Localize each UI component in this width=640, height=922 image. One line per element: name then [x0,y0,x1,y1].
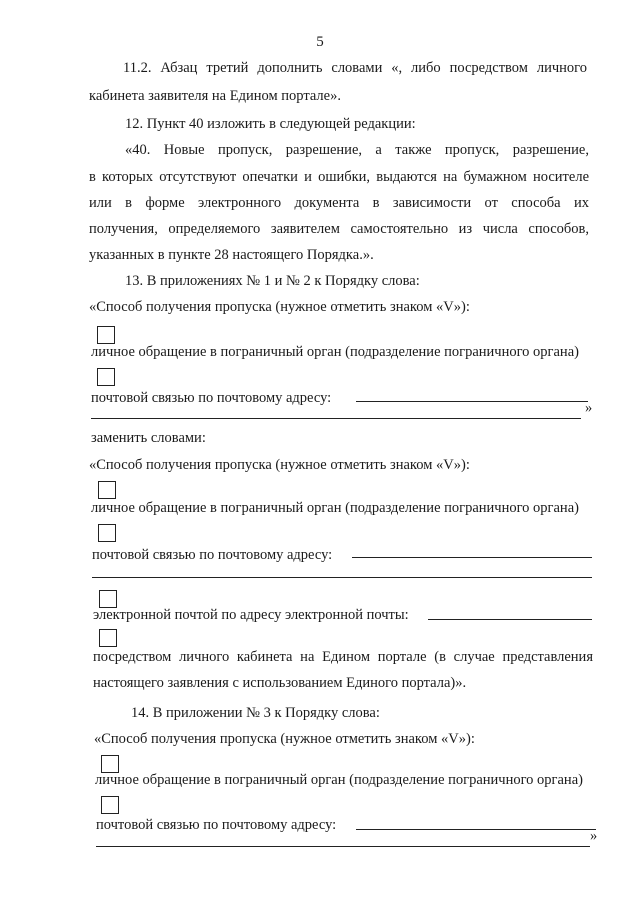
option-portal-line-1: посредством личного кабинета на Едином портале (в случае представления [93,649,593,665]
paragraph-12-line-2: «40. Новые пропуск, разрешение, а также пропуск, разрешение, [125,142,589,158]
paragraph-12-line-6: указанных в пункте 28 настоящего Порядка.». [89,247,374,263]
email-line[interactable] [428,619,592,620]
address-line-1a[interactable] [356,401,588,402]
checkbox-portal[interactable] [99,629,117,647]
address-line-2b[interactable] [92,577,592,578]
address-line-2a[interactable] [352,557,592,558]
close-quote-3: » [590,828,598,844]
form-3-header: «Способ получения пропуска (нужное отметить знаком «V»): [94,731,475,747]
option-personal-2: личное обращение в пограничный орган (подразделение пограничного органа) [91,500,579,516]
close-quote-1: » [585,400,593,416]
paragraph-14-line-1: 14. В приложении № 3 к Порядку слова: [131,705,380,721]
page-number: 5 [316,34,324,50]
option-email: электронной почтой по адресу электронной почты: [93,607,409,623]
paragraph-13-line-1: 13. В приложениях № 1 и № 2 к Порядку слова: [125,273,420,289]
paragraph-12-line-3: в которых отсутствуют опечатки и ошибки, выдаются на бумажном носителе [89,169,589,185]
address-line-1b[interactable] [91,418,581,419]
checkbox-post-3[interactable] [101,796,119,814]
checkbox-personal-2[interactable] [98,481,116,499]
form-2-header: «Способ получения пропуска (нужное отметить знаком «V»): [89,457,470,473]
option-post-1: почтовой связью по почтовому адресу: [91,390,332,406]
option-personal-3: личное обращение в пограничный орган (подразделение пограничного органа) [95,772,583,788]
option-personal-1: личное обращение в пограничный орган (подразделение пограничного органа) [91,344,579,360]
paragraph-11-2-line-2: кабинета заявителя на Едином портале». [89,88,341,104]
form-1-header: «Способ получения пропуска (нужное отметить знаком «V»): [89,299,470,315]
option-portal-line-2: настоящего заявления с использованием Единого портала)». [93,675,467,691]
option-post-2: почтовой связью по почтовому адресу: [92,547,333,563]
paragraph-12-line-4: или в форме электронного документа в зависимости от способа их [89,195,589,211]
checkbox-post-2[interactable] [98,524,116,542]
checkbox-post-1[interactable] [97,368,115,386]
replace-with-text: заменить словами: [91,430,206,446]
option-post-3: почтовой связью по почтовому адресу: [96,817,337,833]
address-line-3b[interactable] [96,846,590,847]
paragraph-12-line-1: 12. Пункт 40 изложить в следующей редакции: [125,116,416,132]
paragraph-12-line-5: получения, определяемого заявителем самостоятельно из числа способов, [89,221,589,237]
paragraph-11-2-line-1: 11.2. Абзац третий дополнить словами «, либо посредством личного [123,60,587,76]
address-line-3a[interactable] [356,829,596,830]
